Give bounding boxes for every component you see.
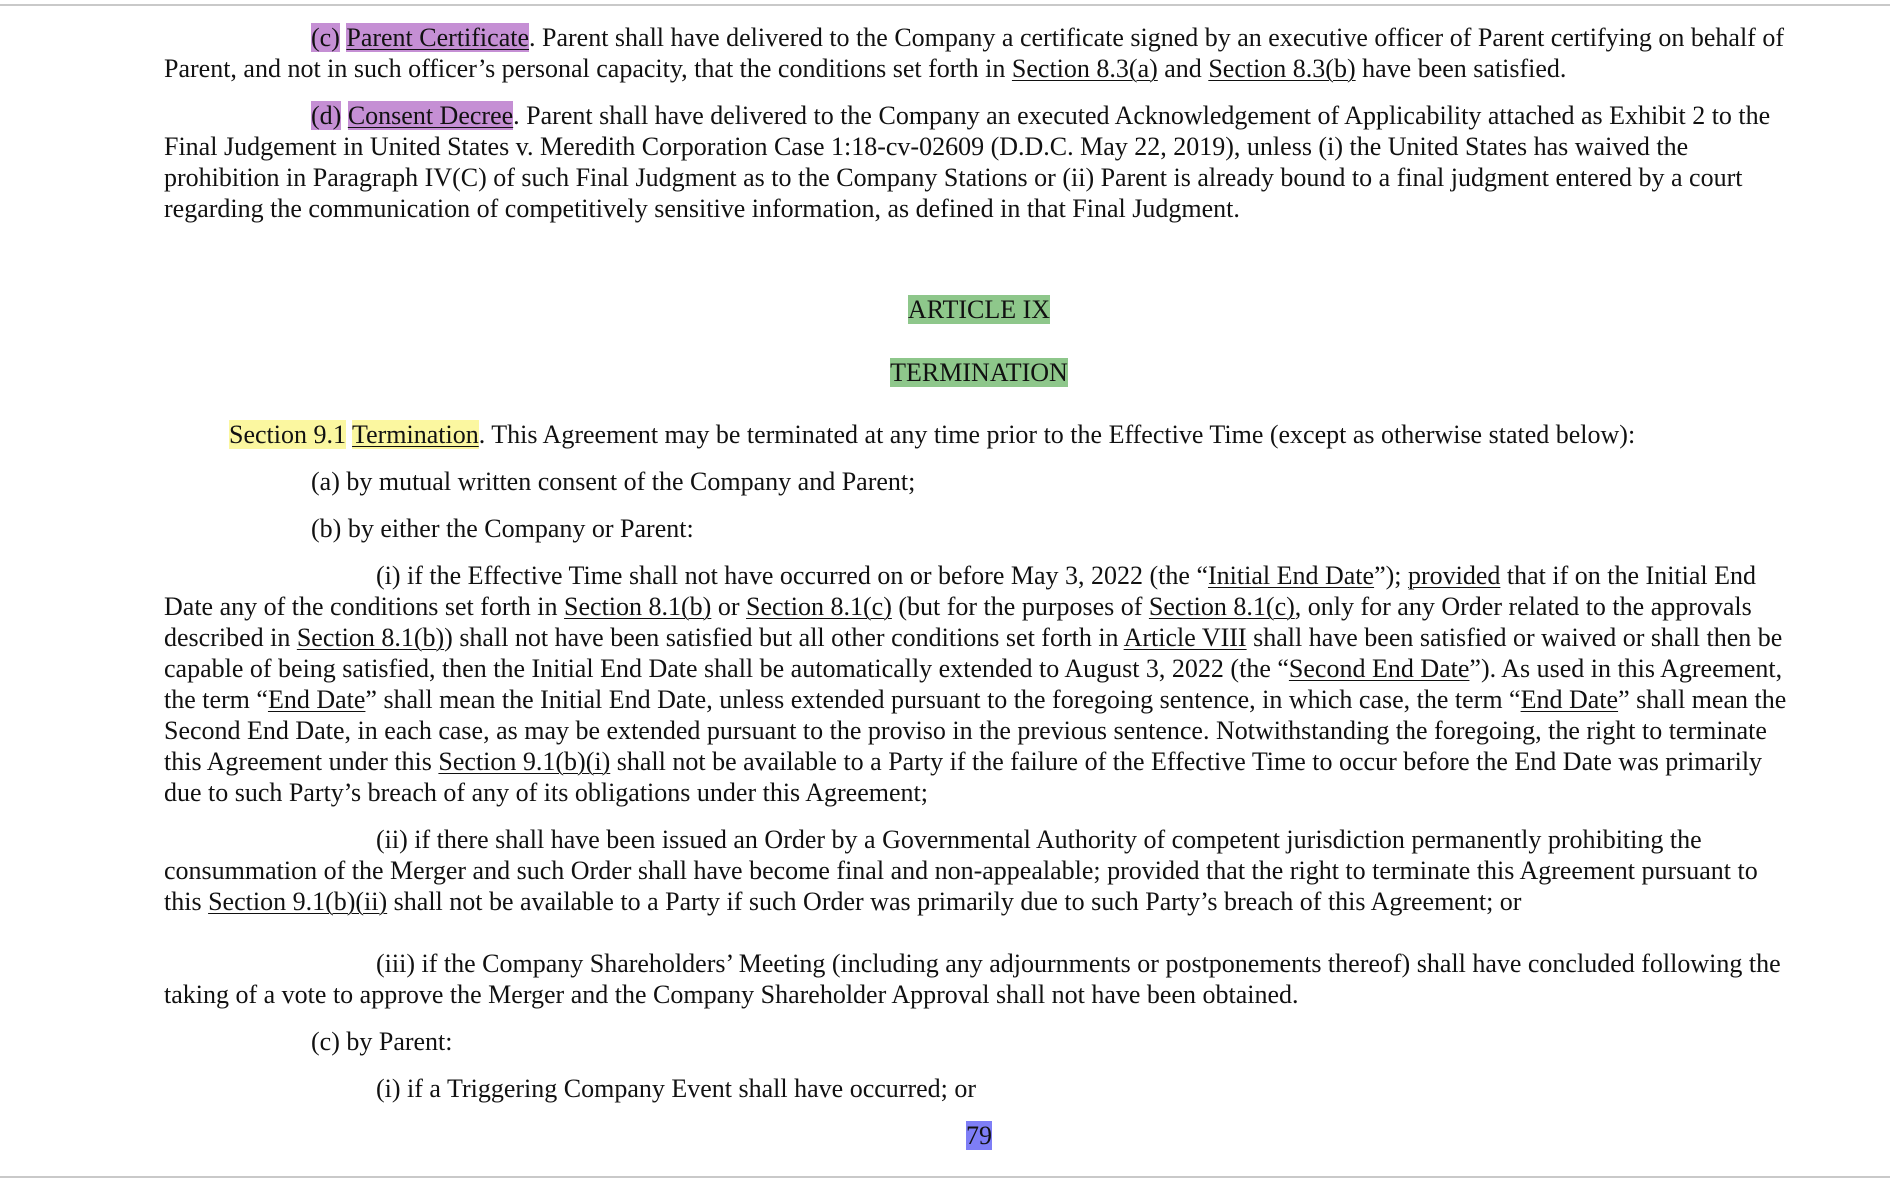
- defined-term: End Date: [267, 685, 366, 714]
- clause-text: shall not be available to a Party if such Order was primarily due to such Party’s breach of this Agreement; or: [387, 887, 1522, 916]
- clause-text: have been satisfied.: [1355, 54, 1567, 83]
- article-title-text: TERMINATION: [890, 358, 1068, 387]
- clause-text: . Parent shall have delivered to the Company a certificate signed by an executive officer of Parent certifying on behalf of Parent, and not in such officer’s personal capacity, that the conditions set forth in: [164, 23, 1784, 83]
- clause-text: (ii) if there shall have been issued an Order by a Governmental Authority of competent jurisdiction permanently prohibiting the consummation of the Merger and such Order shall have become final and non-appealable; provided that the right to terminate this Agreement pursuant to this: [164, 825, 1758, 916]
- page-bottom-divider: [0, 1176, 1890, 1178]
- clause-b-ii: [164, 824, 1794, 917]
- clause-c-i: (i) if a Triggering Company Event shall have occurred; or: [376, 1074, 977, 1103]
- clause-text: . Parent shall have delivered to the Company an executed Acknowledgement of Applicability attached as Exhibit 2 to the Final Judgement in United States v. Meredith Corporation Case 1:18-cv-02609 (D.D.C. May 22, 2019), unless (i) the United States has waived the prohibition in Paragraph IV(C) of such Final Judgment as to the Company Stations or (ii) Parent is already bound to a final judgment entered by a court regarding the communication of competitively sensitive information, as defined in that Final Judgment.: [164, 101, 1771, 223]
- page-number: [164, 1120, 1794, 1151]
- article-number: [164, 294, 1794, 325]
- clause-text: shall not be available to a Party if the failure of the Effective Time to occur before the End Date was primarily due to such Party’s breach of any of its obligations under this Agreement;: [164, 747, 1763, 807]
- clause-text: ” shall mean the Initial End Date, unless extended pursuant to the foregoing sentence, in which case, the term “: [365, 685, 1521, 714]
- clause-text: and: [1157, 54, 1209, 83]
- clause-text: ” shall mean the Second End Date, in each case, as may be extended pursuant to the proviso in the previous sentence. Notwithstanding the foregoing, the right to terminate this Agreement under this: [164, 685, 1787, 776]
- clause-label: (c): [311, 23, 340, 52]
- cross-reference-link[interactable]: Section 8.3(b): [1208, 54, 1356, 83]
- cross-reference-link[interactable]: Section 9.1(b)(i): [438, 747, 611, 776]
- clause-heading: Parent Certificate: [346, 23, 529, 52]
- defined-term: Second End Date: [1288, 654, 1470, 683]
- article-number-text: ARTICLE IX: [907, 295, 1051, 324]
- defined-term: provided: [1407, 561, 1501, 590]
- clause-b: (b) by either the Company or Parent:: [311, 514, 694, 543]
- page-number-text: 79: [966, 1121, 992, 1150]
- defined-term: End Date: [1520, 685, 1619, 714]
- clause-text: , only for any Order related to the approvals described in: [164, 592, 1752, 652]
- clause-text: ”). As used in this Agreement, the term “: [164, 654, 1783, 714]
- cross-reference-link[interactable]: Section 8.1(c): [746, 592, 892, 621]
- clause-text: or: [711, 592, 747, 621]
- section-text: . This Agreement may be terminated at any time prior to the Effective Time (except as otherwise stated below):: [478, 420, 1636, 449]
- cross-reference-link[interactable]: Section 8.3(a): [1011, 54, 1158, 83]
- clause-label: (d): [311, 101, 342, 130]
- section-9-1-heading: [164, 419, 1794, 450]
- clause-b-i: [164, 560, 1794, 808]
- cross-reference-link[interactable]: Section 8.1(b): [564, 592, 712, 621]
- section-number: Section 9.1: [229, 420, 346, 449]
- page-top-divider: [0, 4, 1890, 6]
- cross-reference-link[interactable]: Section 8.1(c): [1148, 592, 1295, 621]
- clause-text: ) shall not have been satisfied but all other conditions set forth in: [444, 623, 1124, 652]
- clause-a: (a) by mutual written consent of the Company and Parent;: [311, 467, 916, 496]
- clause-d-consent-decree: [164, 100, 1794, 224]
- clause-text: (i) if the Effective Time shall not have occurred on or before May 3, 2022 (the “: [376, 561, 1208, 590]
- clause-b-iii: (iii) if the Company Shareholders’ Meeting (including any adjournments or postponements thereof) shall have concluded following the taking of a vote to approve the Merger and the Company Shareholder Approval shall not have been obtained.: [164, 949, 1781, 1009]
- clause-heading: Consent Decree: [347, 101, 514, 130]
- cross-reference-link[interactable]: Section 9.1(b)(ii): [208, 887, 388, 916]
- cross-reference-link[interactable]: Article VIII: [1123, 623, 1247, 652]
- clause-text: (but for the purposes of: [891, 592, 1149, 621]
- clause-c: (c) by Parent:: [311, 1027, 453, 1056]
- clause-text: that if on the Initial End Date any of the conditions set forth in: [164, 561, 1757, 621]
- clause-text: shall have been satisfied or waived or shall then be capable of being satisfied, then the Initial End Date shall be automatically extended to August 3, 2022 (the “: [164, 623, 1783, 683]
- section-heading: Termination: [352, 420, 479, 449]
- defined-term: Initial End Date: [1208, 561, 1375, 590]
- clause-c-parent-certificate: [164, 22, 1794, 84]
- clause-text: ”);: [1374, 561, 1408, 590]
- article-title: [164, 357, 1794, 388]
- cross-reference-link[interactable]: Section 8.1(b): [296, 623, 445, 652]
